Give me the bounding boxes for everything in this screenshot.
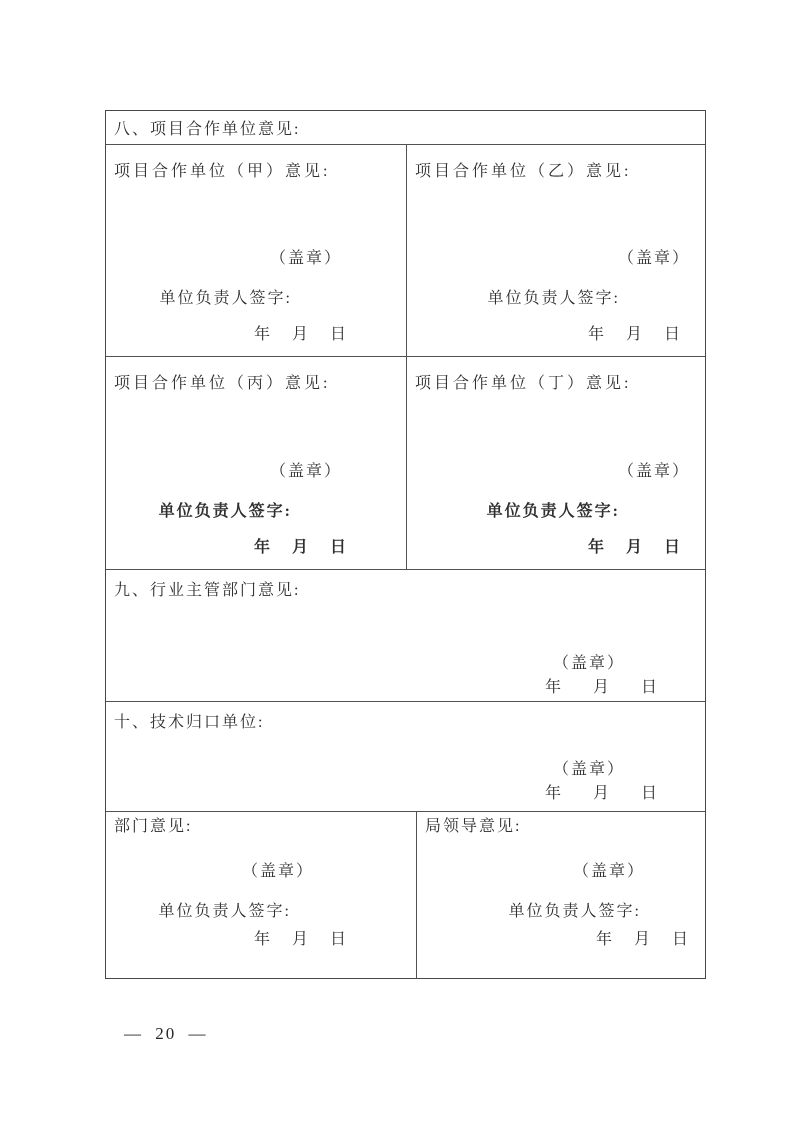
blank-space xyxy=(407,395,705,461)
signature-label: 单位负责人签字: xyxy=(158,903,291,920)
party-b-label: 项目合作单位（乙）意见: xyxy=(415,163,632,180)
cell-bureau-leader-opinion xyxy=(417,812,705,978)
section-10-title: 十、技术归口单位: xyxy=(114,714,265,731)
seal-label: （盖章） xyxy=(572,863,645,880)
seal-label: （盖章） xyxy=(617,463,690,480)
signature-label: 单位负责人签字: xyxy=(159,290,292,307)
date-label: 年 月 日 xyxy=(253,539,347,556)
section-10-row xyxy=(106,702,705,812)
party-ab-row xyxy=(106,145,705,357)
blank-space xyxy=(407,183,705,248)
seal-label: （盖章） xyxy=(552,655,625,672)
signature-label: 单位负责人签字: xyxy=(487,290,620,307)
seal-label: （盖章） xyxy=(269,250,342,267)
blank-space xyxy=(106,395,406,461)
blank-space xyxy=(106,838,416,861)
section-9-row xyxy=(106,570,705,702)
cell-party-a-opinion xyxy=(106,145,407,356)
seal-label: （盖章） xyxy=(617,250,690,267)
cell-party-d-opinion xyxy=(407,357,705,569)
blank-space xyxy=(417,838,705,861)
signature-label: 单位负责人签字: xyxy=(158,503,292,520)
blank-space xyxy=(106,183,406,248)
page-number: — 20 — xyxy=(124,1024,208,1043)
section-8-title: 八、项目合作单位意见: xyxy=(114,121,301,138)
party-a-label: 项目合作单位（甲）意见: xyxy=(114,163,331,180)
department-opinion-label: 部门意见: xyxy=(114,818,193,835)
bureau-leader-opinion-label: 局领导意见: xyxy=(425,818,522,835)
cell-party-b-opinion xyxy=(407,145,705,356)
approval-form-table xyxy=(105,110,706,979)
seal-label: （盖章） xyxy=(269,463,342,480)
seal-label: （盖章） xyxy=(552,761,625,778)
section-9-title: 九、行业主管部门意见: xyxy=(114,582,301,599)
date-label: 年 月 日 xyxy=(587,539,681,556)
cell-party-c-opinion xyxy=(106,357,407,569)
signature-label: 单位负责人签字: xyxy=(508,903,641,920)
date-label: 年 月 日 xyxy=(544,679,658,696)
dept-bureau-row xyxy=(106,812,705,978)
date-label: 年 月 日 xyxy=(544,785,658,802)
date-label: 年 月 日 xyxy=(595,931,689,948)
party-cd-row xyxy=(106,357,705,570)
date-label: 年 月 日 xyxy=(253,931,347,948)
blank-space xyxy=(106,602,705,653)
seal-label: （盖章） xyxy=(241,863,314,880)
party-d-label: 项目合作单位（丁）意见: xyxy=(415,375,632,392)
signature-label: 单位负责人签字: xyxy=(486,503,620,520)
party-c-label: 项目合作单位（丙）意见: xyxy=(114,375,331,392)
section-8-header-row xyxy=(106,111,705,145)
cell-department-opinion xyxy=(106,812,417,978)
date-label: 年 月 日 xyxy=(587,326,681,343)
blank-space xyxy=(106,734,705,759)
date-label: 年 月 日 xyxy=(253,326,347,343)
